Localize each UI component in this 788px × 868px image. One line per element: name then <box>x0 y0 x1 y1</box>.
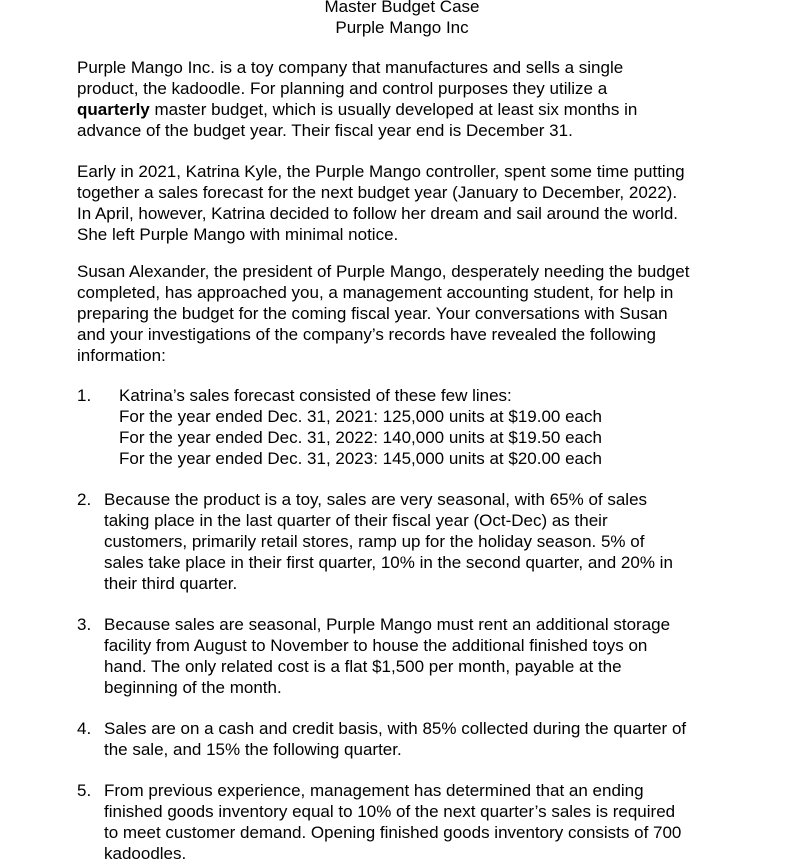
p2-line: together a sales forecast for the next budget year (January to December, 2022). <box>77 183 678 202</box>
item-line: Because the product is a toy, sales are very seasonal, with 65% of sales <box>104 490 648 509</box>
item-line: hand. The only related cost is a flat $1,500 per month, payable at the <box>104 657 622 676</box>
item-line: For the year ended Dec. 31, 2023: 145,000 units at $20.00 each <box>119 449 602 468</box>
item-line: their third quarter. <box>104 574 238 593</box>
item-line: Katrina’s sales forecast consisted of these few lines: <box>119 386 512 405</box>
p2-line: She left Purple Mango with minimal notice. <box>77 225 399 244</box>
item-body <box>104 614 754 698</box>
p3-line: Susan Alexander, the president of Purple Mango, desperately needing the budget <box>77 262 690 281</box>
intro-paragraph <box>77 57 737 141</box>
item-number: 4. <box>77 719 92 738</box>
item-body <box>104 780 754 864</box>
item-line: sales take place in their first quarter, 10% in the second quarter, and 20% in <box>104 553 673 572</box>
item-line: beginning of the month. <box>104 678 282 697</box>
item-body <box>104 718 754 760</box>
item-line: Sales are on a cash and credit basis, with 85% collected during the quarter of <box>104 719 687 738</box>
p3-line: preparing the budget for the coming fiscal year. Your conversations with Susan <box>77 304 668 323</box>
item-body <box>104 489 754 594</box>
intro-line-3 <box>77 99 737 120</box>
item-line: From previous experience, management has determined that an ending <box>104 781 644 800</box>
item-line: facility from August to November to house the additional finished toys on <box>104 636 648 655</box>
paragraph-2 <box>77 161 737 245</box>
item-number: 5. <box>77 781 92 800</box>
item-body <box>119 385 769 469</box>
item-line: the sale, and 15% the following quarter. <box>104 740 402 759</box>
p3-line: completed, has approached you, a management accounting student, for help in <box>77 283 674 302</box>
title-line-2: Purple Mango Inc <box>335 18 469 37</box>
item-line: finished goods inventory equal to 10% of the next quarter’s sales is required <box>104 802 676 821</box>
item-number: 3. <box>77 615 92 634</box>
intro-line-4: advance of the budget year. Their fiscal year end is December 31. <box>77 121 573 140</box>
item-line: Because sales are seasonal, Purple Mango must rent an additional storage <box>104 615 671 634</box>
title-line-1: Master Budget Case <box>324 0 480 16</box>
document-title <box>0 0 788 38</box>
item-line: taking place in the last quarter of their fiscal year (Oct-Dec) as their <box>104 511 608 530</box>
intro-line-1: Purple Mango Inc. is a toy company that manufactures and sells a single <box>77 58 624 77</box>
paragraph-3 <box>77 261 737 366</box>
intro-line-3-rest: master budget, which is usually developed at least six months in <box>149 100 638 119</box>
item-number: 2. <box>77 490 92 509</box>
item-line: kadoodles. <box>104 844 187 863</box>
item-line: For the year ended Dec. 31, 2021: 125,000 units at $19.00 each <box>119 407 602 426</box>
item-line: customers, primarily retail stores, ramp up for the holiday season. 5% of <box>104 532 645 551</box>
item-line: For the year ended Dec. 31, 2022: 140,000 units at $19.50 each <box>119 428 602 447</box>
quarterly-bold: quarterly <box>77 100 150 119</box>
item-line: to meet customer demand. Opening finished goods inventory consists of 700 <box>104 823 682 842</box>
p2-line: In April, however, Katrina decided to follow her dream and sail around the world. <box>77 204 679 223</box>
p2-line: Early in 2021, Katrina Kyle, the Purple Mango controller, spent some time putting <box>77 162 685 181</box>
p3-line: and your investigations of the company’s records have revealed the following <box>77 325 656 344</box>
item-number: 1. <box>77 386 92 405</box>
p3-line: information: <box>77 346 166 365</box>
intro-line-2: product, the kadoodle. For planning and control purposes they utilize a <box>77 79 608 98</box>
